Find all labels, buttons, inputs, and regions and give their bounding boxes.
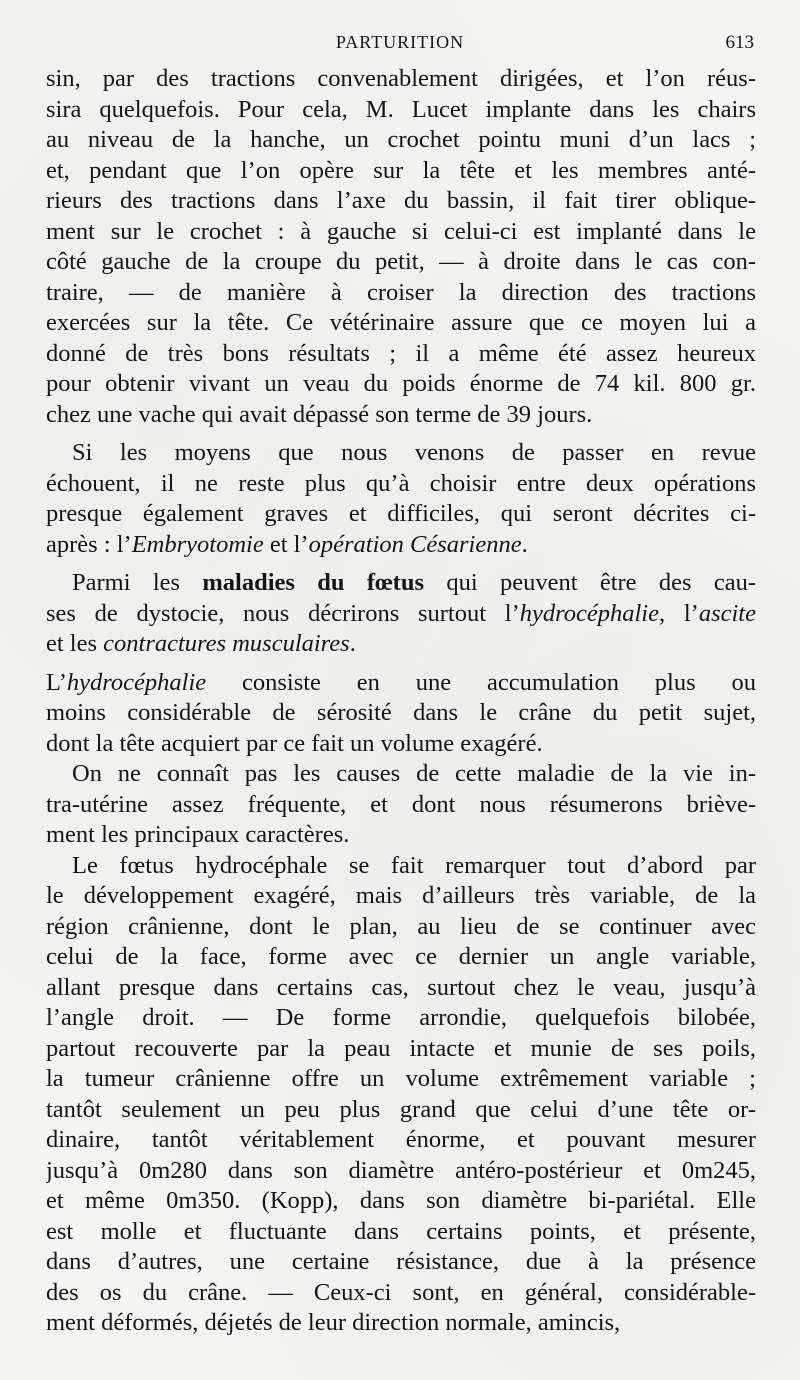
text-run: . [521,530,528,558]
paragraph-gap [46,560,756,568]
text-run: pour obtenir vivant un veau du poids énorme de 74 kil. 800 gr. [46,370,756,397]
text-run: On ne connaît pas les causes de cette maladie de la vie in- [72,760,756,787]
text-run: ses de dystocie, nous décrirons surtout l’ [46,599,520,627]
text-line [46,217,756,248]
text-run: dont la tête acquiert par ce fait un volume exagéré. [46,729,543,757]
text-line [46,729,756,760]
text-line [46,469,756,500]
text-run: L’ [46,668,67,696]
bold-text: maladies du fœtus [202,569,424,596]
text-line [46,1064,756,1095]
text-run: Parmi les [72,569,203,596]
text-run: . [349,630,356,657]
text-line [46,530,756,561]
text-line [46,1247,756,1278]
italic-text: hydrocéphalie [66,668,207,696]
text-line [46,247,756,278]
text-line [46,308,756,339]
text-line [46,698,756,729]
text-run: et même 0m350. (Kopp), dans son diamètre bi-pariétal. Elle [46,1187,756,1214]
text-line [46,1278,756,1309]
text-run: Le fœtus hydrocéphale se fait remarquer tout d’abord par [72,851,756,879]
text-run: et, pendant que l’on opère sur la tête et les membres anté- [46,156,756,184]
text-line [46,1034,756,1065]
italic-text: opération Césarienne [308,530,522,558]
text-run: ment sur le crochet : à gauche si celui-ci est implanté dans le [46,217,756,245]
paragraph [46,438,756,560]
paragraph [46,568,756,660]
text-run: sin, par des tractions convenablement dirigées, et l’on réus- [46,65,756,92]
text-run: moins considérable de sérosité dans le crâne du petit sujet, [46,699,756,726]
text-line [46,186,756,217]
text-line [46,790,756,821]
text-run: traire, — de manière à croiser la direction des tractions [46,278,756,306]
text-run: chez une vache qui avait dépassé son terme de 39 jours. [46,400,593,428]
text-line [46,1217,756,1248]
text-line [46,668,756,699]
text-run: sira quelquefois. Pour cela, M. Lucet implante dans les chairs [46,95,756,123]
text-run: échouent, il ne reste plus qu’à choisir entre deux opérations [46,469,756,497]
text-line [46,629,756,660]
text-run: jusqu’à 0m280 dans son diamètre antéro-postérieur et 0m245, [46,1156,756,1184]
italic-text: contractures musculaires [103,630,350,657]
page-number: 613 [725,32,754,53]
text-line [46,125,756,156]
text-run: allant presque dans certains cas, surtout chez le veau, jusqu’à [46,973,756,1001]
text-run: qui peuvent être des cau- [424,569,756,596]
italic-text: Embryotomie [131,530,264,558]
text-run: des os du crâne. — Ceux-ci sont, en général, considérable- [46,1278,756,1306]
text-run: celui de la face, forme avec ce dernier un angle variable, [46,943,756,970]
text-line [46,64,756,95]
text-run: consiste en une accumulation plus ou [206,668,756,696]
paragraph [46,668,756,760]
text-run: après : l’ [46,530,132,558]
text-line [46,1186,756,1217]
text-run: exercées sur la tête. Ce vétérinaire assure que ce moyen lui a [46,309,756,336]
paragraph [46,759,756,851]
text-run: ment déformés, déjetés de leur direction normale, amincis, [46,1309,621,1336]
text-run: et les [46,630,104,657]
text-run: ment les principaux caractères. [46,821,350,848]
text-run: dinaire, tantôt véritablement énorme, et pouvant mesurer [46,1126,756,1153]
text-line [46,278,756,309]
text-line [46,820,756,851]
italic-text: hydrocéphalie [519,599,659,627]
text-run: côté gauche de la croupe du petit, — à droite dans le cas con- [46,248,756,275]
text-line [46,499,756,530]
text-run: le développement exagéré, mais d’ailleurs très variable, de la [46,882,756,909]
paragraph [46,64,756,430]
paragraph-gap [46,660,756,668]
italic-text: ascite [698,599,756,627]
text-line [46,1125,756,1156]
text-run: région crânienne, dont le plan, au lieu de se continuer avec [46,912,756,940]
text-run: dans d’autres, une certaine résistance, due à la présence [46,1248,756,1275]
text-run: est molle et fluctuante dans certains points, et présente, [46,1217,756,1245]
text-line [46,156,756,187]
text-line [46,1156,756,1187]
text-run: presque également graves et difficiles, qui seront décrites ci- [46,500,756,527]
text-run: tantôt seulement un peu plus grand que celui d’une tête or- [46,1095,756,1123]
text-line [46,973,756,1004]
text-line [46,1095,756,1126]
running-head [46,30,754,60]
text-line [46,912,756,943]
text-line [46,942,756,973]
running-title: PARTURITION [335,32,465,52]
text-line [46,1308,756,1339]
text-line [46,599,756,630]
text-run: et l’ [263,530,309,558]
text-run: Si les moyens que nous venons de passer en revue [72,439,756,466]
text-run: donné de très bons résultats ; il a même été assez heureux [46,339,756,367]
text-run: la tumeur crânienne offre un volume extrêmement variable ; [46,1065,756,1092]
text-line [46,369,756,400]
text-line [46,438,756,469]
paragraph [46,851,756,1339]
text-run: l’angle droit. — De forme arrondie, quelquefois bilobée, [46,1004,756,1031]
text-line [46,568,756,599]
text-line [46,400,756,431]
text-line [46,881,756,912]
paragraph-gap [46,430,756,438]
text-run: au niveau de la hanche, un crochet pointu muni d’un lacs ; [46,126,756,153]
text-line [46,759,756,790]
text-run: , l’ [659,599,699,627]
text-line [46,1003,756,1034]
body-text [46,64,756,1339]
text-run: rieurs des tractions dans l’axe du bassin, il fait tirer oblique- [46,187,756,214]
text-line [46,339,756,370]
text-line [46,851,756,882]
text-run: tra-utérine assez fréquente, et dont nous résumerons briève- [46,790,756,818]
text-line [46,95,756,126]
text-run: partout recouverte par la peau intacte et munie de ses poils, [46,1034,756,1062]
